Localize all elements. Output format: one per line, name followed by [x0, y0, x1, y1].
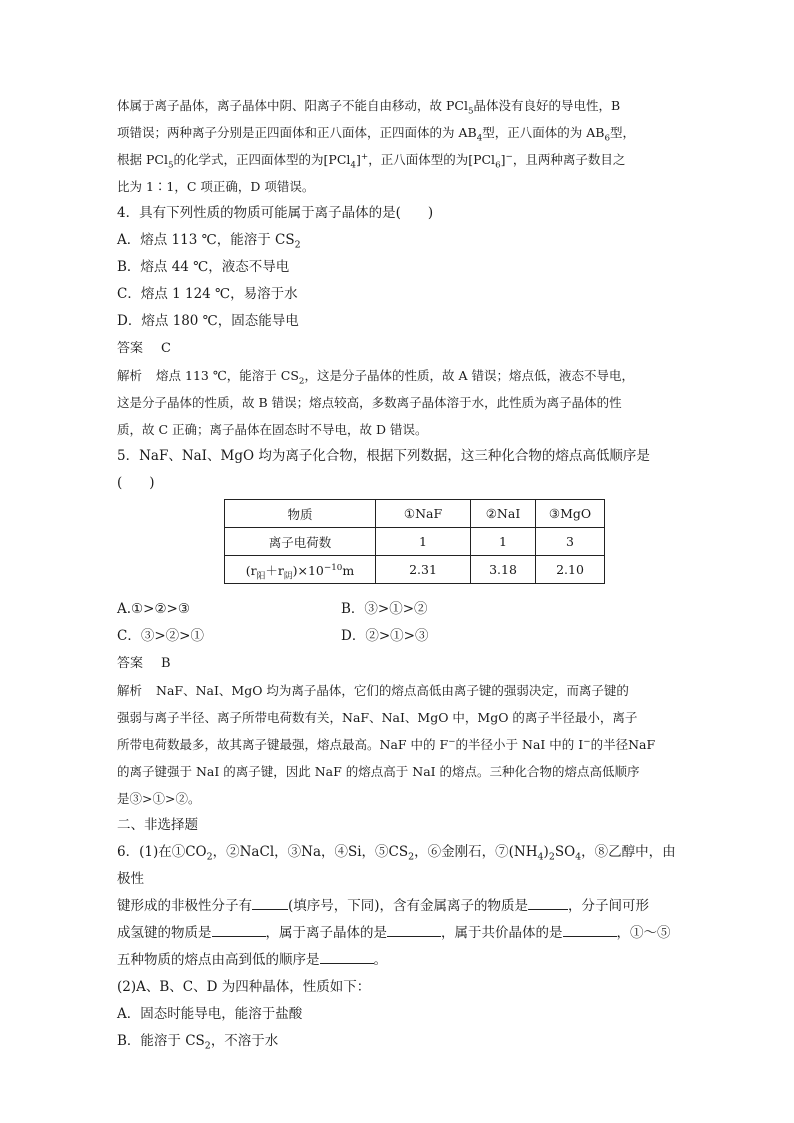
- table-cell: 物质: [225, 500, 376, 528]
- table-cell: 3.18: [471, 556, 536, 584]
- answer-blank[interactable]: [252, 895, 288, 910]
- table-row: [225, 528, 605, 556]
- question-6-line2: 键形成的非极性分子有 (填序号，下同)，含有金属离子的物质是 ，分子间可形: [117, 893, 683, 920]
- answer-blank[interactable]: [563, 922, 617, 937]
- question-5-options-row2: [117, 623, 683, 650]
- question-5-explanation-line2: 强弱与离子半径、离子所带电荷数有关，NaF、NaI、MgO 中，MgO 的离子半径最小，离子: [117, 710, 638, 725]
- table-cell: ①NaF: [376, 500, 471, 528]
- melting-data-table: [224, 499, 605, 584]
- question-4-answer: 答案 C: [117, 341, 171, 356]
- table-cell: 3: [536, 528, 605, 556]
- section-heading: 二、非选择题: [117, 817, 198, 833]
- table-cell: 2.31: [376, 556, 471, 584]
- answer-blank[interactable]: [387, 922, 441, 937]
- question-4-explanation-line1: 解析 熔点 113 ℃，能溶于 $CS_2$，这是分子晶体的性质，故 A 错误；熔点低，液态不导电，: [117, 368, 634, 387]
- explanation-continued-line1: 体属于离子晶体，离子晶体中阴、阳离子不能自由移动，故 PCl$_5$晶体没有良好的导电性，B: [117, 98, 621, 117]
- question-4-explanation-line2: 这是分子晶体的性质，故 B 错误；熔点较高，多数离子晶体溶于水，此性质为离子晶体的性: [117, 395, 622, 410]
- question-5-explanation-line3: 所带电荷数最多，故其离子键最强，熔点最高。NaF 中的 F−的半径小于 NaI 中的 I−的半径NaF: [117, 736, 656, 752]
- answer-blank[interactable]: [212, 922, 266, 937]
- answer-blank[interactable]: [320, 949, 374, 964]
- table-header-row: [225, 500, 605, 528]
- table-cell: 1: [376, 528, 471, 556]
- question-4-stem: 4．具有下列性质的物质可能属于离子晶体的是( ): [117, 205, 434, 221]
- question-5-option-b: B．③>①>②: [341, 601, 428, 617]
- question-6-line3: 成氢键的物质是 ，属于离子晶体的是 ，属于共价晶体的是 ，①～⑤: [117, 920, 683, 947]
- explanation-continued-line2: 项错误；两种离子分别是正四面体和正八面体，正四面体的为 $AB_4$型，正八面体的为 $AB_6$型，: [117, 125, 636, 144]
- question-4-explanation-line3: 质，故 C 正确；离子晶体在固态时不导电，故 D 错误。: [117, 422, 428, 437]
- table-cell: ②NaI: [471, 500, 536, 528]
- question-5-option-c: C．③>②>①: [117, 628, 204, 644]
- table-row: [225, 556, 605, 584]
- question-4-option-a: A．熔点 113 ℃，能溶于 $CS_2$: [117, 232, 301, 251]
- question-5-explanation-line4: 的离子键强于 NaI 的离子键，因此 NaF 的熔点高于 NaI 的熔点。三种化合物的熔点高低顺序: [117, 764, 640, 779]
- question-6-option-a: A．固态时能导电，能溶于盐酸: [117, 1006, 303, 1022]
- question-4-option-c: C．熔点 1 124 ℃，易溶于水: [117, 286, 298, 302]
- question-5-explanation-line5: 是③>①>②。: [117, 791, 201, 806]
- table-cell-radius-label: $(r_阳+r_阴)\times 10^{-10}m$: [225, 556, 376, 584]
- question-4-option-b: B．熔点 44 ℃，液态不导电: [117, 259, 290, 275]
- question-4-option-d: D．熔点 180 ℃，固态能导电: [117, 313, 299, 329]
- table-cell: ③MgO: [536, 500, 605, 528]
- question-6-part2: (2)A、B、C、D 为四种晶体，性质如下：: [117, 979, 371, 995]
- question-5-stem: 5．NaF、NaI、MgO 均为离子化合物，根据下列数据，这三种化合物的熔点高低顺序是( ): [117, 448, 650, 491]
- question-5-option-a: A.①>②>③: [117, 601, 190, 617]
- question-5-option-d: D．②>①>③: [341, 628, 429, 644]
- explanation-continued-line4: 比为 1∶1，C 项正确，D 项错误。: [117, 179, 315, 194]
- answer-blank[interactable]: [528, 895, 568, 910]
- question-5-explanation-line1: 解析 NaF、NaI、MgO 均为离子晶体，它们的熔点高低由离子键的强弱决定，而离子键的: [117, 683, 629, 698]
- table-cell: 2.10: [536, 556, 605, 584]
- table-cell: 1: [471, 528, 536, 556]
- page-content: [117, 92, 683, 1055]
- question-6-line1: 6．(1)在$①CO_2$，②NaCl，③Na，④Si，$⑤CS_2$，⑥金刚石，$⑦(NH_4)_2SO_4$，⑧乙醇中，由极性: [117, 844, 676, 887]
- question-6-option-b: B．能溶于 $CS_2$，不溶于水: [117, 1033, 279, 1052]
- table-cell: 离子电荷数: [225, 528, 376, 556]
- question-5-answer: 答案 B: [117, 656, 171, 671]
- question-6-line4: 五种物质的熔点由高到低的顺序是 。: [117, 947, 683, 974]
- question-5-options-row1: [117, 596, 683, 623]
- explanation-continued-line3: 根据 PCl$_5$的化学式，正四面体型的为[PCl$_4$]+，正八面体型的为[PCl$_6$]−，且两种离子数目之: [117, 151, 626, 171]
